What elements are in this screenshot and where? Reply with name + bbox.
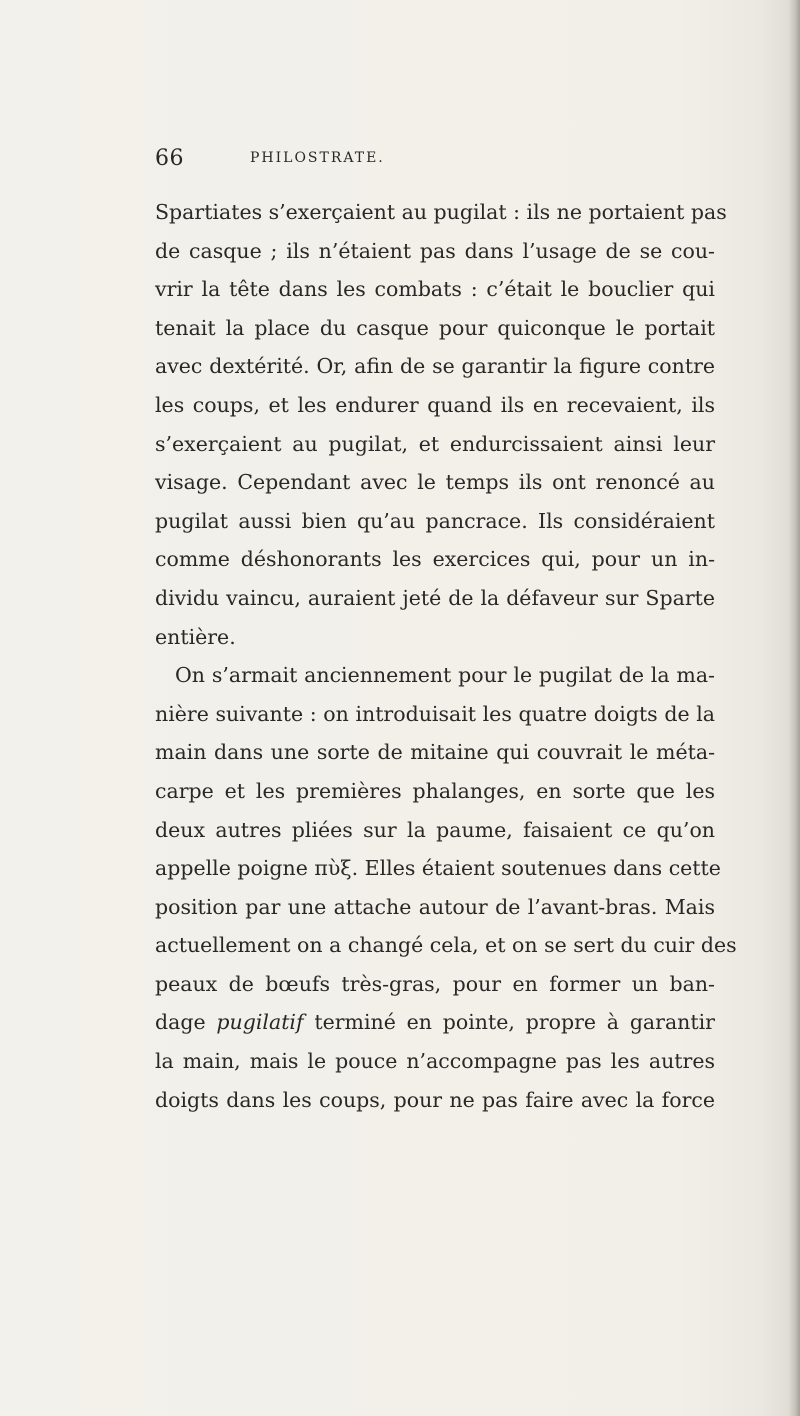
running-head: PHILOSTRATE. [250,150,385,166]
text-fragment: terminé en pointe, propre à garantir [314,1010,715,1035]
body-text [155,193,737,1119]
text-line: dividu vaincu, auraient jeté de la défaveur sur Sparte [155,585,715,610]
text-line: visage. Cependant avec le temps ils ont renoncé au [155,470,715,495]
text-line: de casque ; ils n’étaient pas dans l’usage de se cou- [155,238,715,263]
text-line: avec dextérité. Or, afin de se garantir la figure contre [155,354,715,379]
text-line: main dans une sorte de mitaine qui couvrait le méta- [155,740,715,765]
text-line: tenait la place du casque pour quiconque le portait [155,315,715,340]
text-line: les coups, et les endurer quand ils en recevaient, ils [155,392,715,417]
text-line: peaux de bœufs très-gras, pour en former un ban- [155,971,715,996]
text-line: vrir la tête dans les combats : c’était le bouclier qui [155,277,715,302]
text-line: doigts dans les coups, pour ne pas faire avec la force [155,1087,715,1112]
text-line: la main, mais le pouce n’accompagne pas les autres [155,1049,715,1074]
text-line: deux autres pliées sur la paume, faisaient ce qu’on [155,817,715,842]
page-edge-shadow [788,0,800,1416]
page-number: 66 [155,146,184,171]
text-line: Spartiates s’exerçaient au pugilat : ils ne portaient pas [155,200,727,224]
text-line: pugilat aussi bien qu’au pancrace. Ils considéraient [155,508,715,533]
text-fragment: dage [155,1010,206,1035]
text-line: carpe et les premières phalanges, en sorte que les [155,778,715,803]
text-line: appelle poigne πὺξ. Elles étaient soutenues dans cette [155,856,721,881]
text-line: On s’armait anciennement pour le pugilat de la ma- [175,663,715,688]
text-line: s’exerçaient au pugilat, et endurcissaient ainsi leur [155,431,715,456]
text-line [155,1003,715,1042]
text-line: position par une attache autour de l’avant-bras. Mais [155,894,715,919]
italic-term: pugilatif [216,1010,304,1035]
text-line: comme déshonorants les exercices qui, pour un in- [155,547,715,572]
text-line: entière. [155,624,236,649]
text-line: actuellement on a changé cela, et on se sert du cuir des [155,933,737,958]
text-line: nière suivante : on introduisait les quatre doigts de la [155,701,715,726]
page-header [155,146,715,176]
